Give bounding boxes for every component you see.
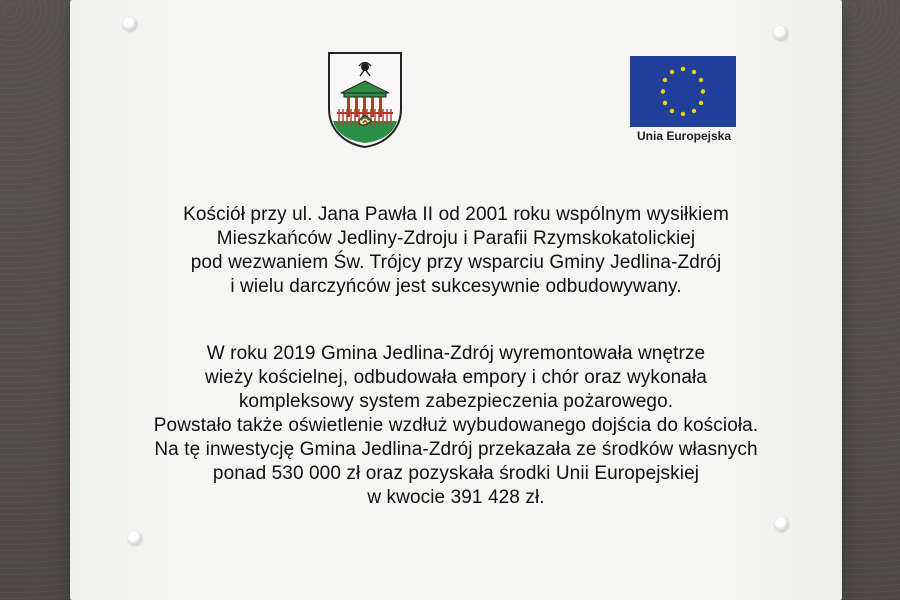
paragraph-2-line-7: w kwocie 391 428 zł. [367,487,545,508]
coat-of-arms-logo [325,51,405,149]
screw-top-left [123,17,137,31]
eu-flag-icon [630,56,736,127]
paragraph-2-line-6: ponad 530 000 zł oraz pozyskała środki Unii Europejskiej [212,463,700,484]
screw-bottom-left [128,531,142,545]
paragraph-2-line-5: Na tę inwestycję Gmina Jedlina-Zdrój przekazała ze środków własnych [154,439,758,460]
paragraph-2-line-4: Powstało także oświetlenie wzdłuż wybudowanego dojścia do kościoła. [153,415,759,436]
eu-emblem [630,56,738,152]
stone-wall-left [0,0,72,600]
memorial-plaque [70,0,842,600]
paragraph-2-line-2: wieży kościelnej, odbudowała empory i chór oraz wykonała [205,367,707,388]
screw-top-right [774,26,788,40]
paragraph-1-line-1: Kościół przy ul. Jana Pawła II od 2001 roku wspólnym wysiłkiem [183,204,729,225]
paragraph-1-line-3: pod wezwaniem Św. Trójcy przy wsparciu Gminy Jedlina-Zdrój [190,252,722,273]
paragraph-2-line-1: W roku 2019 Gmina Jedlina-Zdrój wyremontowała wnętrze [206,343,706,364]
stone-wall-right [840,0,900,600]
plaque-paragraph-2 [70,342,842,510]
plaque-paragraph-1 [70,203,842,299]
paragraph-2-line-3: kompleksowy system zabezpieczenia pożarowego. [238,391,674,412]
screw-bottom-right [775,517,789,531]
eu-caption: Unia Europejska [636,129,732,143]
paragraph-1-line-4: i wielu darczyńców jest sukcesywnie odbudowywany. [230,276,682,297]
paragraph-1-line-2: Mieszkańców Jedliny-Zdroju i Parafii Rzymskokatolickiej [216,228,696,249]
